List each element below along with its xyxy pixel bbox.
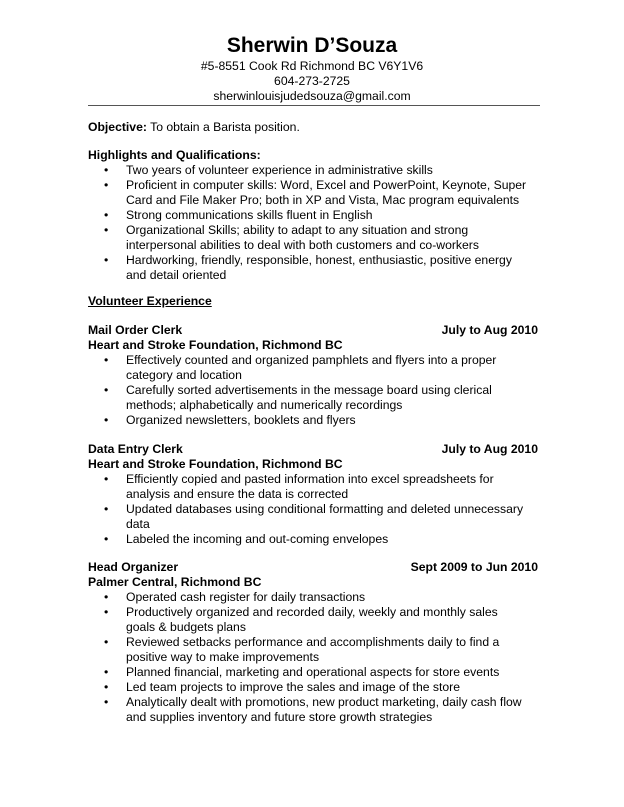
bullet-icon: •	[104, 605, 109, 619]
job-2-item-1: Productively organized and recorded daily, weekly and monthly sales	[126, 605, 498, 619]
job-title: Data Entry Clerk	[88, 442, 183, 456]
job-1-item-1: Updated databases using conditional formatting and deleted unnecessary	[126, 502, 524, 516]
job-0-item-2: Organized newsletters, booklets and flyers	[126, 413, 356, 427]
highlight-item-2: Strong communications skills fluent in English	[126, 208, 373, 222]
job-2-item-5-cont: and supplies inventory and future store growth strategies	[126, 710, 433, 724]
job-1-item-2: Labeled the incoming and out-coming envelopes	[126, 532, 389, 546]
job-0-item-0: Effectively counted and organized pamphlets and flyers into a proper	[126, 353, 497, 367]
job-title: Head Organizer	[88, 560, 179, 574]
email: sherwinlouisjudedsouza@gmail.com	[213, 89, 411, 103]
job-1-item-0-cont: analysis and ensure the data is corrected	[126, 487, 349, 501]
job-2-item-1-cont: goals & budgets plans	[126, 620, 246, 634]
highlight-item-3-cont: interpersonal abilities to deal with both customers and co-workers	[126, 238, 479, 252]
header-divider	[88, 105, 540, 106]
objective-label: Objective:	[88, 120, 147, 134]
bullet-icon: •	[104, 413, 109, 427]
job-2-item-2: Reviewed setbacks performance and accomplishments daily to find a	[126, 635, 500, 649]
bullet-icon: •	[104, 223, 109, 237]
highlight-item-4-cont: and detail oriented	[126, 268, 227, 282]
job-1-item-1-cont: data	[126, 517, 150, 531]
bullet-icon: •	[104, 680, 109, 694]
applicant-name: Sherwin D’Souza	[226, 34, 398, 57]
job-organization: Heart and Stroke Foundation, Richmond BC	[88, 457, 343, 471]
bullet-icon: •	[104, 502, 109, 516]
objective	[88, 120, 300, 135]
job-1-item-0: Efficiently copied and pasted information into excel spreadsheets for	[126, 472, 494, 486]
phone: 604-273-2725	[274, 74, 350, 88]
bullet-icon: •	[104, 163, 109, 177]
job-0-item-1-cont: methods; alphabetically and numerically recordings	[126, 398, 403, 412]
objective-text: To obtain a Barista position.	[146, 120, 300, 134]
job-2-item-4: Led team projects to improve the sales and image of the store	[126, 680, 460, 694]
highlight-item-0: Two years of volunteer experience in administrative skills	[126, 163, 433, 177]
bullet-icon: •	[104, 665, 109, 679]
job-dates: July to Aug 2010	[441, 442, 538, 456]
bullet-icon: •	[104, 695, 109, 709]
job-2-item-5: Analytically dealt with promotions, new product marketing, daily cash flow	[126, 695, 522, 709]
bullet-icon: •	[104, 532, 109, 546]
address: #5-8551 Cook Rd Richmond BC V6Y1V6	[200, 59, 424, 73]
bullet-icon: •	[104, 472, 109, 486]
job-0-item-0-cont: category and location	[126, 368, 242, 382]
job-2-item-3: Planned financial, marketing and operational aspects for store events	[126, 665, 500, 679]
bullet-icon: •	[104, 253, 109, 267]
job-title: Mail Order Clerk	[88, 323, 183, 337]
job-organization: Palmer Central, Richmond BC	[88, 575, 262, 589]
contact-block	[88, 59, 536, 104]
job-organization: Heart and Stroke Foundation, Richmond BC	[88, 338, 343, 352]
bullet-icon: •	[104, 590, 109, 604]
highlight-item-4: Hardworking, friendly, responsible, honest, enthusiastic, positive energy	[126, 253, 512, 267]
highlights-heading: Highlights and Qualifications:	[88, 148, 261, 162]
job-2-item-0: Operated cash register for daily transactions	[126, 590, 366, 604]
volunteer-heading: Volunteer Experience	[88, 294, 212, 308]
bullet-icon: •	[104, 178, 109, 192]
bullet-icon: •	[104, 383, 109, 397]
job-0-item-1: Carefully sorted advertisements in the message board using clerical	[126, 383, 492, 397]
job-dates: Sept 2009 to Jun 2010	[410, 560, 538, 574]
bullet-icon: •	[104, 208, 109, 222]
highlight-item-1: Proficient in computer skills: Word, Excel and PowerPoint, Keynote, Super	[126, 178, 527, 192]
job-2-item-2-cont: positive way to make improvements	[126, 650, 320, 664]
bullet-icon: •	[104, 635, 109, 649]
highlight-item-3: Organizational Skills; ability to adapt to any situation and strong	[126, 223, 469, 237]
job-dates: July to Aug 2010	[441, 323, 538, 337]
highlight-item-1-cont: Card and File Maker Pro; both in XP and Vista, Mac program equivalents	[126, 193, 520, 207]
bullet-icon: •	[104, 353, 109, 367]
